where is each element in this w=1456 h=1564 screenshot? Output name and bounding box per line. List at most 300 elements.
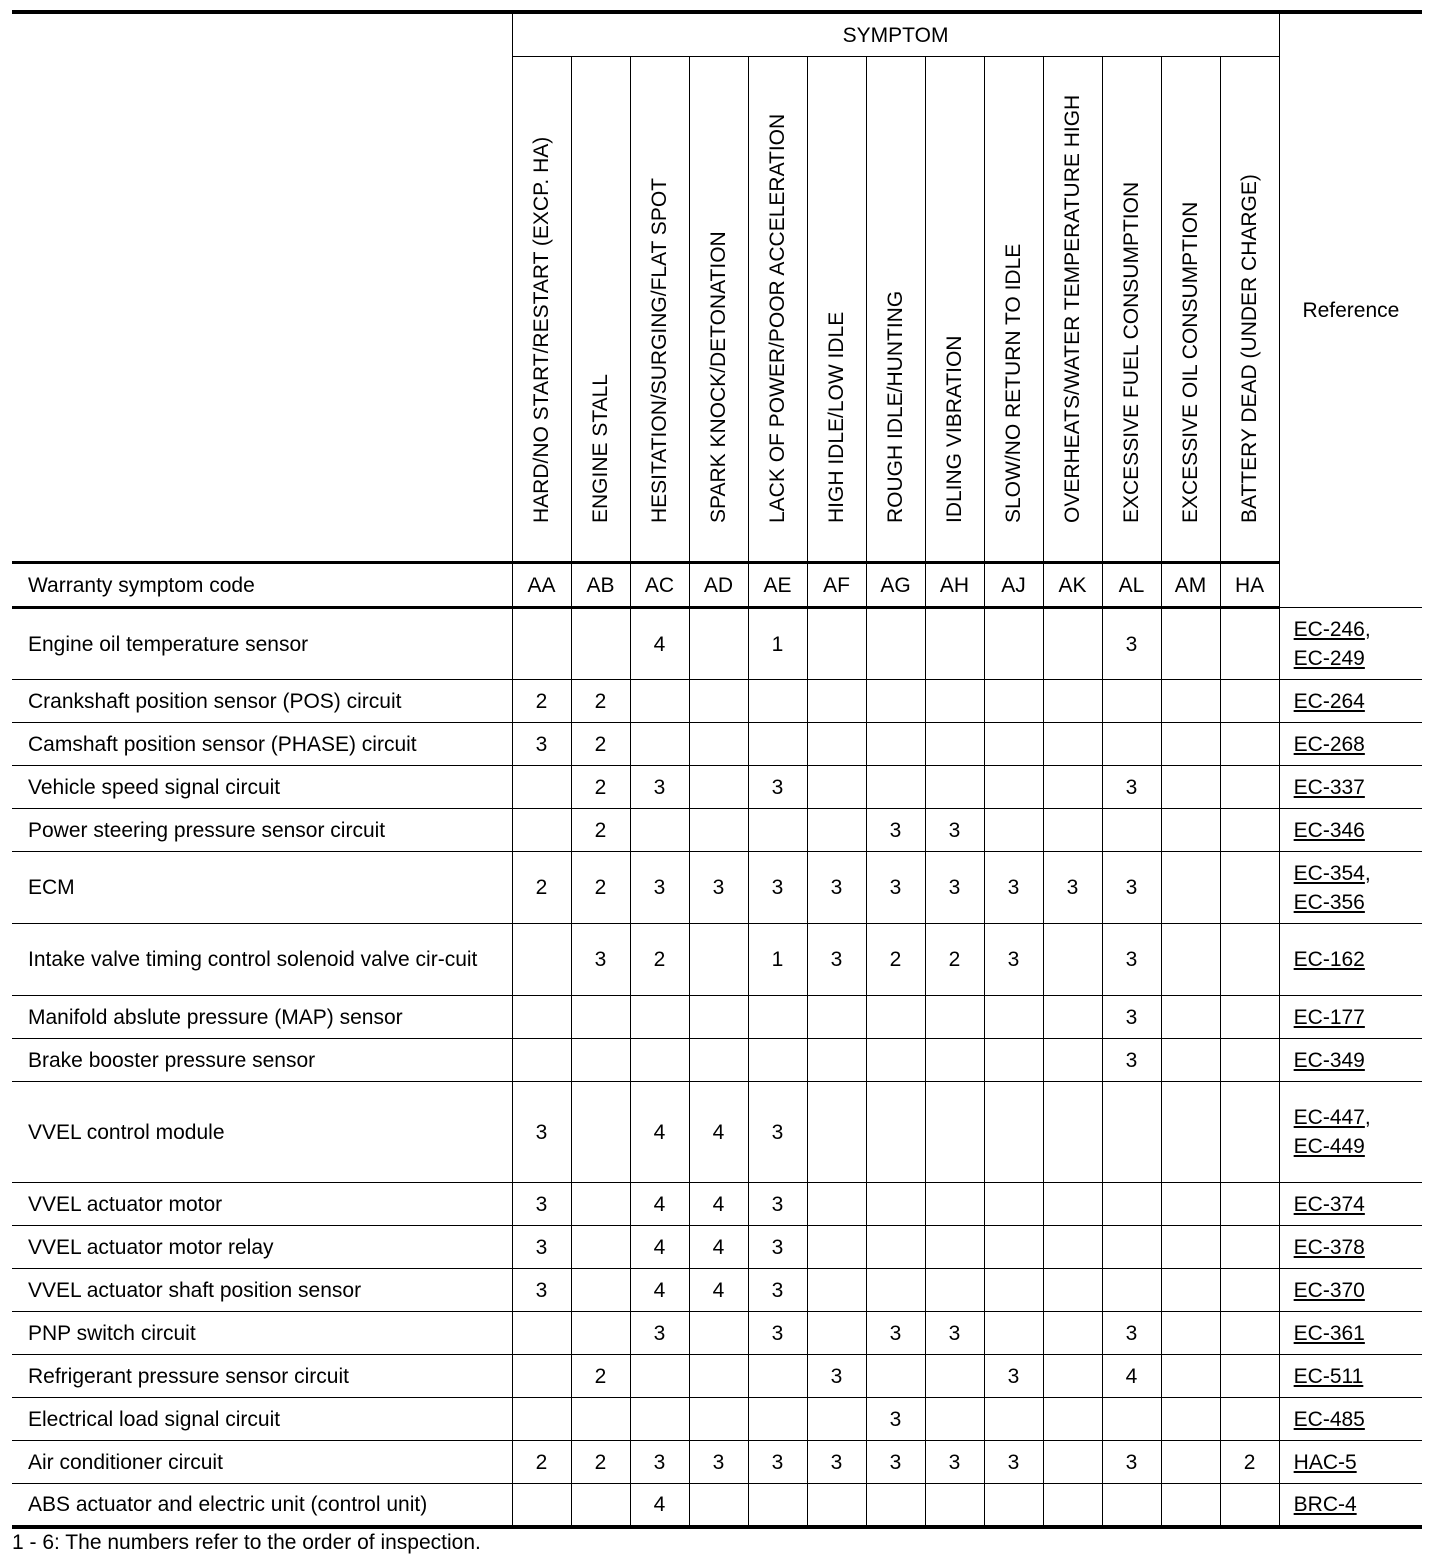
inspection-order-cell [512,1398,571,1441]
inspection-order-cell [1220,608,1279,680]
inspection-order-cell: 2 [571,680,630,723]
reference-cell [1279,809,1422,852]
reference-link[interactable]: EC-246 [1293,617,1365,641]
inspection-order-cell [748,1039,807,1082]
inspection-order-cell [1161,1082,1220,1183]
inspection-order-cell [925,996,984,1039]
inspection-order-cell: 2 [512,852,571,924]
reference-cell [1279,996,1422,1039]
symptom-column-header [512,57,571,563]
inspection-order-cell [1220,1484,1279,1527]
inspection-order-cell [984,1082,1043,1183]
inspection-order-cell: 3 [866,1312,925,1355]
inspection-order-cell [689,996,748,1039]
inspection-order-cell [984,996,1043,1039]
inspection-order-cell [1220,996,1279,1039]
inspection-order-cell: 3 [1102,852,1161,924]
reference-link[interactable]: EC-370 [1293,1278,1365,1302]
symptom-code: AA [512,563,571,608]
inspection-order-cell [1220,1039,1279,1082]
reference-link[interactable]: EC-511 [1293,1364,1364,1388]
symptom-code: HA [1220,563,1279,608]
inspection-order-cell [925,608,984,680]
inspection-order-cell [866,1484,925,1527]
table-row [12,809,1422,852]
component-name: VVEL actuator motor [12,1183,512,1226]
inspection-order-cell [1220,1355,1279,1398]
inspection-order-cell [1161,1398,1220,1441]
table-row [12,723,1422,766]
table-row [12,996,1422,1039]
inspection-order-cell [630,680,689,723]
component-name: Power steering pressure sensor circuit [12,809,512,852]
inspection-order-cell [1043,1355,1102,1398]
inspection-order-cell [571,1183,630,1226]
inspection-order-cell [866,608,925,680]
symptom-column-header [571,57,630,563]
symptom-name: EXCESSIVE FUEL CONSUMPTION [1119,181,1143,523]
inspection-order-cell [925,1269,984,1312]
table-row [12,1039,1422,1082]
inspection-order-cell: 3 [925,1441,984,1484]
inspection-order-cell [984,1183,1043,1226]
inspection-order-cell [866,1355,925,1398]
inspection-order-cell [689,723,748,766]
component-name: Camshaft position sensor (PHASE) circuit [12,723,512,766]
inspection-order-cell [1220,1312,1279,1355]
inspection-order-cell [866,1039,925,1082]
inspection-order-cell [630,1398,689,1441]
inspection-order-cell [1043,723,1102,766]
inspection-order-cell [1220,680,1279,723]
inspection-order-cell [1043,1082,1102,1183]
inspection-order-cell [689,680,748,723]
component-name: ECM [12,852,512,924]
component-name: Vehicle speed signal circuit [12,766,512,809]
reference-separator: , [1364,861,1371,885]
inspection-order-cell [1220,1398,1279,1441]
inspection-order-cell [1220,1226,1279,1269]
inspection-order-cell [512,924,571,996]
warranty-code-label: Warranty symptom code [12,563,512,608]
inspection-order-cell: 3 [807,852,866,924]
symptom-column-header [630,57,689,563]
inspection-order-cell [984,1039,1043,1082]
component-name: VVEL actuator shaft position sensor [12,1269,512,1312]
reference-link[interactable]: EC-264 [1293,689,1365,713]
inspection-order-cell [1102,1269,1161,1312]
inspection-order-cell: 3 [1102,1312,1161,1355]
inspection-order-cell [984,723,1043,766]
reference-cell [1279,1082,1422,1183]
table-row [12,924,1422,996]
inspection-order-cell [984,608,1043,680]
inspection-order-cell [512,1484,571,1527]
inspection-order-cell [866,723,925,766]
table-row [12,766,1422,809]
inspection-order-cell [925,1398,984,1441]
inspection-order-cell [1102,809,1161,852]
table-row [12,1484,1422,1527]
inspection-order-cell: 3 [984,1441,1043,1484]
symptom-table [12,10,1422,1529]
inspection-order-cell: 4 [689,1082,748,1183]
symptom-name: LACK OF POWER/POOR ACCELERATION [765,113,789,523]
reference-link[interactable]: EC-485 [1293,1407,1365,1431]
inspection-order-cell [689,1398,748,1441]
inspection-order-cell [512,608,571,680]
inspection-order-cell: 3 [748,1226,807,1269]
inspection-order-cell [571,1398,630,1441]
table-row [12,1398,1422,1441]
symptom-code: AL [1102,563,1161,608]
inspection-order-cell: 3 [866,852,925,924]
inspection-order-cell [807,1312,866,1355]
reference-link[interactable]: EC-249 [1293,646,1365,670]
inspection-order-cell [807,1082,866,1183]
inspection-order-cell: 3 [630,1441,689,1484]
inspection-order-cell: 3 [748,1441,807,1484]
reference-cell [1279,1312,1422,1355]
inspection-order-cell: 3 [748,1183,807,1226]
table-row [12,1312,1422,1355]
inspection-order-cell: 3 [630,852,689,924]
reference-cell [1279,766,1422,809]
inspection-order-cell [689,1312,748,1355]
component-name: VVEL control module [12,1082,512,1183]
symptom-column-header [1220,57,1279,563]
reference-link[interactable]: EC-361 [1293,1321,1365,1345]
component-name: Crankshaft position sensor (POS) circuit [12,680,512,723]
inspection-order-cell [1102,1082,1161,1183]
inspection-order-cell [748,1355,807,1398]
reference-link[interactable]: EC-378 [1293,1235,1365,1259]
symptom-name: SLOW/NO RETURN TO IDLE [1001,243,1025,523]
inspection-order-cell [1102,1183,1161,1226]
inspection-order-cell [807,1269,866,1312]
inspection-order-cell: 3 [925,852,984,924]
inspection-order-cell [925,1484,984,1527]
inspection-order-cell [1161,996,1220,1039]
table-row [12,1082,1422,1183]
reference-header: Reference [1279,12,1422,608]
reference-link[interactable]: EC-354 [1293,861,1365,885]
component-name: Brake booster pressure sensor [12,1039,512,1082]
inspection-order-cell: 3 [807,1441,866,1484]
inspection-order-cell [1043,1039,1102,1082]
symptom-code: AC [630,563,689,608]
inspection-order-cell [866,1226,925,1269]
inspection-order-cell: 3 [866,809,925,852]
inspection-order-cell [984,809,1043,852]
inspection-order-cell: 3 [689,1441,748,1484]
symptom-name: ROUGH IDLE/HUNTING [883,290,907,523]
reference-cell [1279,608,1422,680]
inspection-order-cell: 3 [1102,608,1161,680]
inspection-order-cell [571,996,630,1039]
inspection-order-cell: 3 [630,766,689,809]
inspection-order-cell [1043,1484,1102,1527]
inspection-order-cell [1043,996,1102,1039]
inspection-order-cell [689,1484,748,1527]
inspection-order-cell: 2 [1220,1441,1279,1484]
symptom-column-header [984,57,1043,563]
inspection-order-cell [866,680,925,723]
component-name: Electrical load signal circuit [12,1398,512,1441]
inspection-order-cell: 3 [984,852,1043,924]
reference-link[interactable]: EC-268 [1293,732,1365,756]
reference-separator: , [1364,617,1371,641]
inspection-order-cell: 3 [807,1355,866,1398]
inspection-order-cell [925,680,984,723]
symptom-column-header [807,57,866,563]
inspection-order-cell [807,1183,866,1226]
table-row [12,680,1422,723]
component-name: Air conditioner circuit [12,1441,512,1484]
inspection-order-cell [1161,723,1220,766]
symptom-code: AB [571,563,630,608]
inspection-order-cell [1220,1183,1279,1226]
symptom-code: AD [689,563,748,608]
inspection-order-cell [512,1039,571,1082]
inspection-order-cell: 2 [571,1355,630,1398]
inspection-order-cell: 3 [512,723,571,766]
inspection-order-cell: 2 [925,924,984,996]
inspection-order-cell [807,723,866,766]
inspection-order-cell: 4 [630,1226,689,1269]
inspection-order-cell [925,1226,984,1269]
inspection-order-cell: 3 [984,1355,1043,1398]
inspection-order-cell: 3 [1102,1039,1161,1082]
inspection-order-cell: 4 [689,1183,748,1226]
inspection-order-cell [1161,766,1220,809]
inspection-order-cell [866,766,925,809]
inspection-order-cell [1161,1183,1220,1226]
inspection-order-cell [807,1398,866,1441]
inspection-order-cell [1043,924,1102,996]
symptom-column-header [1161,57,1220,563]
inspection-order-cell [1161,1269,1220,1312]
reference-cell [1279,1441,1422,1484]
reference-cell [1279,1398,1422,1441]
inspection-order-cell: 3 [748,766,807,809]
reference-link[interactable]: EC-447 [1293,1106,1365,1129]
inspection-order-cell: 4 [630,1082,689,1183]
symptom-code: AF [807,563,866,608]
inspection-order-cell [1161,1226,1220,1269]
inspection-order-cell [630,1039,689,1082]
inspection-order-cell [925,1082,984,1183]
reference-link[interactable]: BRC-4 [1293,1492,1357,1516]
component-name: Manifold abslute pressure (MAP) sensor [12,996,512,1039]
symptom-code: AK [1043,563,1102,608]
inspection-order-cell [807,996,866,1039]
component-name: Refrigerant pressure sensor circuit [12,1355,512,1398]
inspection-order-cell: 3 [512,1183,571,1226]
symptom-column-header [925,57,984,563]
inspection-order-cell: 3 [1102,924,1161,996]
inspection-order-cell: 3 [1102,766,1161,809]
reference-link[interactable]: EC-356 [1293,890,1365,914]
component-name: Intake valve timing control solenoid valve cir-cuit [12,924,512,996]
inspection-order-cell: 3 [512,1226,571,1269]
inspection-order-cell [630,1355,689,1398]
inspection-order-cell: 2 [571,852,630,924]
inspection-order-cell [689,809,748,852]
inspection-order-cell: 3 [1102,996,1161,1039]
reference-link[interactable]: EC-374 [1293,1192,1365,1216]
table-row [12,1441,1422,1484]
inspection-order-cell [984,1226,1043,1269]
reference-cell [1279,1226,1422,1269]
inspection-order-cell: 1 [748,924,807,996]
inspection-order-cell: 3 [984,924,1043,996]
inspection-order-cell [571,1312,630,1355]
reference-link[interactable]: EC-162 [1293,948,1365,971]
symptom-column-header [1102,57,1161,563]
inspection-order-cell [1043,1441,1102,1484]
inspection-order-cell [807,680,866,723]
inspection-order-cell: 3 [807,924,866,996]
symptom-name: ENGINE STALL [588,374,612,523]
inspection-order-cell [1043,608,1102,680]
inspection-order-cell [1161,1039,1220,1082]
reference-cell [1279,1484,1422,1527]
symptom-name: BATTERY DEAD (UNDER CHARGE) [1237,174,1261,523]
inspection-order-cell [1161,852,1220,924]
inspection-order-cell [748,1484,807,1527]
inspection-order-cell: 2 [571,723,630,766]
inspection-order-cell [1161,1441,1220,1484]
inspection-order-cell [512,766,571,809]
component-name: VVEL actuator motor relay [12,1226,512,1269]
symptom-name: OVERHEATS/WATER TEMPERATURE HIGH [1060,94,1084,523]
inspection-order-cell: 3 [630,1312,689,1355]
reference-link[interactable]: EC-349 [1293,1048,1365,1072]
inspection-order-cell [1102,723,1161,766]
inspection-order-cell: 3 [1102,1441,1161,1484]
inspection-order-cell [571,1269,630,1312]
inspection-order-cell: 4 [689,1269,748,1312]
inspection-order-cell [571,1039,630,1082]
inspection-order-cell [807,1226,866,1269]
symptom-name: EXCESSIVE OIL CONSUMPTION [1178,201,1202,523]
symptom-code: AM [1161,563,1220,608]
inspection-order-cell [866,1269,925,1312]
inspection-order-cell [748,1398,807,1441]
symptom-header: SYMPTOM [512,12,1279,57]
inspection-order-cell [807,608,866,680]
reference-link[interactable]: HAC-5 [1293,1450,1357,1474]
footnote: 1 - 6: The numbers refer to the order of inspection. [12,1531,481,1554]
inspection-order-cell [630,723,689,766]
inspection-order-cell [512,1355,571,1398]
inspection-order-cell [1102,1398,1161,1441]
inspection-order-cell [689,766,748,809]
inspection-order-cell [1043,1183,1102,1226]
reference-separator: , [1364,1106,1371,1129]
inspection-order-cell [1220,852,1279,924]
inspection-order-cell: 2 [630,924,689,996]
inspection-order-cell: 3 [512,1082,571,1183]
inspection-order-cell [807,809,866,852]
symptom-name: HARD/NO START/RESTART (EXCP. HA) [529,136,553,523]
inspection-order-cell [866,1082,925,1183]
inspection-order-cell [1220,924,1279,996]
inspection-order-cell [1161,1484,1220,1527]
inspection-order-cell [748,996,807,1039]
inspection-order-cell: 4 [630,608,689,680]
component-name: Engine oil temperature sensor [12,608,512,680]
inspection-order-cell [866,1183,925,1226]
symptom-column-header [748,57,807,563]
inspection-order-cell [925,1355,984,1398]
inspection-order-cell: 3 [748,1312,807,1355]
inspection-order-cell: 3 [748,852,807,924]
inspection-order-cell [1102,1226,1161,1269]
symptom-code: AJ [984,563,1043,608]
symptom-column-header [866,57,925,563]
inspection-order-cell: 2 [866,924,925,996]
inspection-order-cell [689,1355,748,1398]
inspection-order-cell: 2 [512,680,571,723]
table-row [12,1269,1422,1312]
inspection-order-cell [512,996,571,1039]
inspection-order-cell [866,996,925,1039]
inspection-order-cell [925,1039,984,1082]
inspection-order-cell [984,1484,1043,1527]
inspection-order-cell [1043,809,1102,852]
inspection-order-cell: 3 [925,809,984,852]
symptom-code: AE [748,563,807,608]
inspection-order-cell [1161,924,1220,996]
reference-link[interactable]: EC-449 [1293,1135,1365,1158]
inspection-order-cell: 3 [1043,852,1102,924]
reference-link[interactable]: EC-346 [1293,818,1365,842]
reference-link[interactable]: EC-177 [1293,1005,1365,1029]
inspection-order-cell [1161,1312,1220,1355]
inspection-order-cell: 3 [689,852,748,924]
inspection-order-cell [1043,680,1102,723]
inspection-order-cell [1220,809,1279,852]
inspection-order-cell [571,608,630,680]
inspection-order-cell: 3 [512,1269,571,1312]
inspection-order-cell: 2 [512,1441,571,1484]
inspection-order-cell [807,1039,866,1082]
reference-link[interactable]: EC-337 [1293,775,1365,799]
reference-cell [1279,1269,1422,1312]
symptom-name: SPARK KNOCK/DETONATION [706,231,730,523]
symptom-name: HESITATION/SURGING/FLAT SPOT [647,178,671,523]
table-row [12,608,1422,680]
inspection-order-cell [630,809,689,852]
inspection-order-cell [1161,809,1220,852]
symptom-column-header [689,57,748,563]
inspection-order-cell: 2 [571,1441,630,1484]
inspection-order-cell [748,680,807,723]
inspection-order-cell [925,723,984,766]
header-blank-cell [12,12,512,563]
inspection-order-cell: 3 [748,1082,807,1183]
inspection-order-cell: 4 [689,1226,748,1269]
component-name: PNP switch circuit [12,1312,512,1355]
inspection-order-cell [984,1269,1043,1312]
inspection-order-cell [1043,1398,1102,1441]
inspection-order-cell [630,996,689,1039]
inspection-order-cell: 1 [748,608,807,680]
inspection-order-cell [984,680,1043,723]
table-row [12,1183,1422,1226]
